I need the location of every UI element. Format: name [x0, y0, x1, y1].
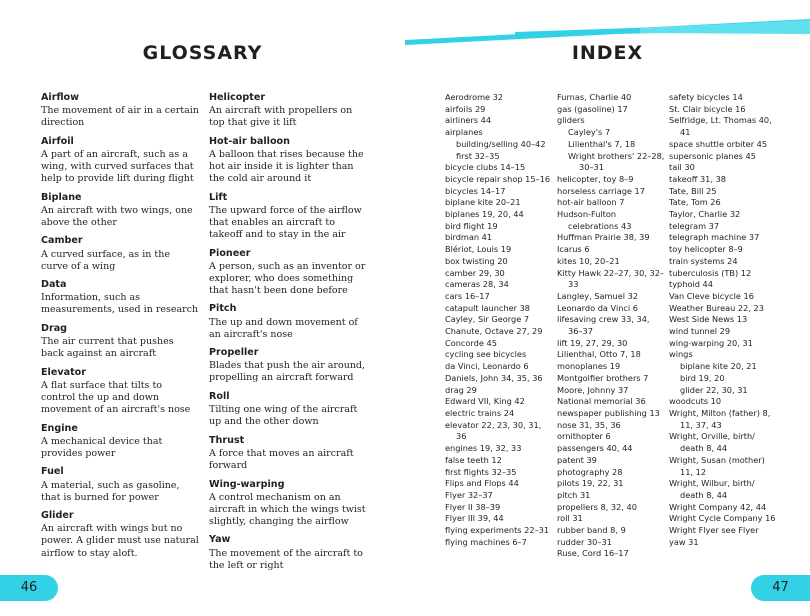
index-entry: pilots 19, 22, 31: [557, 478, 624, 489]
index-entry: photography 28: [557, 466, 623, 477]
glossary-term: Helicopter: [209, 92, 266, 103]
index-entry: Selfridge, Lt. Thomas 40, 41: [669, 115, 772, 138]
index-column-1: [445, 92, 553, 548]
index-entry: lift 19, 27, 29, 30: [557, 337, 628, 348]
glossary-term: Fuel: [41, 466, 64, 478]
index-subentry: first 32–35: [456, 150, 500, 161]
index-subentry: Lilienthal's 7, 18: [568, 138, 636, 149]
index-entry: birdman 41: [445, 232, 493, 243]
index-entry: West Side News 13: [669, 314, 748, 325]
glossary-entry: [41, 367, 199, 416]
index-subentry: glider 22, 30, 31: [680, 384, 748, 395]
index-entry: wind tunnel 29: [669, 326, 731, 337]
index-entry: da Vinci, Leonardo 6: [445, 361, 529, 372]
index-entry: Leonardo da Vinci 6: [557, 302, 638, 313]
glossary-term: Roll: [209, 390, 230, 402]
index-entry: camber 29, 30: [445, 267, 505, 278]
glossary-definition: The upward force of the airflow that enables an aircraft to takeoff and to stay in the air: [209, 204, 362, 240]
index-entry: Flyer 32–37: [445, 489, 493, 500]
glossary-term: Elevator: [41, 366, 86, 378]
index-entry: Daniels, John 34, 35, 36: [445, 372, 543, 383]
glossary-definition: The up and down movement of an aircraft's nose: [209, 316, 358, 340]
index-entry: bicycle repair shop 15–16: [445, 173, 551, 184]
glossary-entry: [209, 248, 367, 297]
index-entry: yaw 31: [669, 536, 699, 547]
glossary-column-2: [209, 92, 367, 578]
index-entry: patent 39: [557, 454, 597, 465]
index-entry: wings: [669, 349, 693, 360]
glossary-term: Data: [41, 279, 67, 291]
index-entry: airfoils 29: [445, 103, 486, 114]
index-entry: Edward VII, King 42: [445, 396, 525, 407]
index-entry: tail 30: [669, 162, 695, 173]
index-entry: bird flight 19: [445, 220, 498, 231]
index-entry: woodcuts 10: [669, 396, 722, 407]
index-entry: first flights 32–35: [445, 466, 517, 477]
index-entry: airplanes: [445, 127, 483, 138]
glossary-title: GLOSSARY: [142, 42, 263, 64]
glossary-term: Camber: [41, 235, 83, 247]
index-entry: Wright Flyer see Flyer: [669, 525, 759, 536]
index-column-3: [669, 92, 777, 548]
index-entry: gliders: [557, 115, 585, 126]
index-entry: takeoff 31, 38: [669, 173, 727, 184]
index-entry: rubber band 8, 9: [557, 525, 626, 536]
index-entry: Cayley, Sir George 7: [445, 314, 530, 325]
index-entry: bicycle clubs 14–15: [445, 162, 526, 173]
glossary-definition: A control mechanism on an aircraft in which the wings twist slightly, changing the airflow: [209, 491, 366, 527]
glossary-definition: A flat surface that tilts to control the up and down movement of an aircraft's nose: [41, 379, 191, 416]
index-entry: Hudson-Fulton celebrations 43: [557, 209, 632, 231]
index-entry: Wright, Susan (mother) 11, 12: [669, 454, 765, 477]
index-entry: false teeth 12: [445, 454, 502, 465]
glossary-definition: Information, such as measurements, used in research: [41, 292, 199, 316]
index-entry: toy helicopter 8–9: [669, 244, 743, 255]
index-entry: Wright Company 42, 44: [669, 501, 767, 512]
index-entry: propellers 8, 32, 40: [557, 501, 637, 512]
index-entry: cycling see bicycles: [445, 349, 527, 360]
index-entry: tuberculosis (TB) 12: [669, 267, 752, 278]
glossary-term: Yaw: [209, 534, 231, 546]
glossary-definition: An aircraft with propellers on top that give it lift: [209, 105, 353, 129]
glossary-entry: [209, 192, 367, 241]
glossary-term: Drag: [41, 323, 68, 334]
index-entry: kites 10, 20–21: [557, 255, 620, 266]
index-entry: telegraph machine 37: [669, 232, 760, 243]
glossary-definition: The movement of the aircraft to the left or right: [209, 547, 363, 571]
glossary-term: Engine: [41, 422, 78, 434]
index-entry: passengers 40, 44: [557, 443, 633, 454]
glossary-term: Thrust: [209, 434, 245, 446]
glossary-term: Pioneer: [209, 247, 251, 259]
index-entry: roll 31: [557, 513, 583, 524]
index-entry: Montgolfier brothers 7: [557, 372, 649, 383]
glossary-definition: A force that moves an aircraft forward: [209, 447, 354, 471]
glossary-entry: [209, 435, 367, 472]
glossary-entry: [41, 466, 199, 503]
index-entry: typhoid 44: [669, 279, 713, 290]
index-entry: supersonic planes 45: [669, 150, 756, 161]
glossary-definition: A curved surface, as in the curve of a wing: [41, 248, 170, 272]
index-entry: pitch 31: [557, 489, 591, 500]
index-entry: Furnas, Charlie 40: [557, 92, 632, 102]
index-entry: Langley, Samuel 32: [557, 290, 639, 301]
index-entry: gas (gasoline) 17: [557, 103, 628, 114]
index-entry: flying experiments 22–31: [445, 525, 550, 536]
glossary-term: Biplane: [41, 191, 82, 203]
glossary-entry: [41, 235, 199, 272]
index-entry: biplanes 19, 20, 44: [445, 209, 524, 220]
glossary-definition: The movement of air in a certain direction: [41, 105, 199, 129]
glossary-term: Pitch: [209, 303, 237, 315]
index-entry: nose 31, 35, 36: [557, 419, 621, 430]
glossary-entry: [41, 136, 199, 185]
index-entry: cameras 28, 34: [445, 279, 509, 290]
glossary-entry: [41, 423, 199, 460]
glossary-entry: [209, 92, 367, 129]
glossary-definition: Blades that push the air around, propelling an aircraft forward: [209, 360, 366, 384]
glossary-term: Airfoil: [41, 135, 74, 147]
index-entry: Flyer II 38–39: [445, 501, 501, 512]
index-entry: monoplanes 19: [557, 361, 621, 372]
index-entry: Moore, Johnny 37: [557, 384, 629, 395]
index-entry: Wright, Milton (father) 8, 11, 37, 43: [669, 407, 771, 430]
index-entry: engines 19, 32, 33: [445, 443, 522, 454]
index-subentry: biplane kite 20, 21: [680, 361, 757, 372]
index-entry: Tate, Tom 26: [669, 197, 721, 208]
index-entry: rudder 30–31: [557, 536, 612, 547]
glossary-entry: [41, 92, 199, 129]
index-entry: biplane kite 20–21: [445, 197, 521, 208]
index-subentry: Wright brothers' 22–28, 30–31: [568, 150, 665, 173]
glossary-entry: [209, 534, 367, 571]
index-entry: bicycles 14–17: [445, 185, 506, 196]
glossary-entry: [41, 510, 199, 559]
glossary-entry: [41, 192, 199, 229]
index-entry: drag 29: [445, 384, 477, 395]
glossary-term: Glider: [41, 510, 74, 522]
index-entry: Lilienthal, Otto 7, 18: [557, 349, 641, 360]
index-subentry: Cayley's 7: [568, 127, 611, 138]
glossary-definition: A mechanical device that provides power: [41, 435, 163, 459]
index-subentry: bird 19, 20: [680, 372, 725, 383]
index-subentry: building/selling 40–42: [456, 138, 546, 149]
glossary-term: Airflow: [41, 92, 80, 103]
index-entry: ornithopter 6: [557, 431, 611, 442]
index-entry: flying machines 6–7: [445, 536, 527, 547]
index-entry: Wright, Orville, birth/ death 8, 44: [669, 431, 755, 454]
index-entry: horseless carriage 17: [557, 185, 645, 196]
glossary-definition: An aircraft with two wings, one above the other: [41, 204, 193, 228]
right-page: [405, 0, 810, 616]
index-entry: electric trains 24: [445, 407, 515, 418]
index-entry: wing-warping 20, 31: [669, 337, 753, 348]
page-number-left: 46: [0, 575, 58, 601]
glossary-entry: [209, 479, 367, 528]
glossary-definition: A balloon that rises because the hot air inside it is lighter than the cold air around it: [209, 148, 364, 185]
index-entry: box twisting 20: [445, 255, 508, 266]
index-entry: safety bicycles 14: [669, 92, 743, 102]
glossary-term: Wing-warping: [209, 478, 285, 490]
index-entry: telegram 37: [669, 220, 720, 231]
index-entry: Chanute, Octave 27, 29: [445, 326, 543, 337]
index-entry: Aerodrome 32: [445, 92, 504, 102]
glossary-definition: A person, such as an inventor or explorer, who does something that hasn't been done before: [209, 260, 366, 296]
glossary-definition: Tilting one wing of the aircraft up and the other down: [209, 404, 358, 428]
page-number-right: 47: [751, 575, 810, 601]
glossary-entry: [209, 303, 367, 340]
index-column-2: [557, 92, 665, 560]
index-entry: airliners 44: [445, 115, 492, 126]
index-entry: elevator 22, 23, 30, 31, 36: [445, 419, 542, 442]
glossary-entry: [41, 279, 199, 316]
glossary-definition: An aircraft with wings but no power. A glider must use natural airflow to stay aloft.: [41, 523, 199, 559]
index-entry: catapult launcher 38: [445, 302, 531, 313]
glossary-definition: The air current that pushes back against an aircraft: [41, 336, 174, 360]
glossary-term: Lift: [209, 191, 228, 203]
index-entry: Blériot, Louis 19: [445, 244, 512, 255]
glossary-definition: A part of an aircraft, such as a wing, with curved surfaces that help to provide lift during flight: [41, 148, 194, 185]
index-entry: train systems 24: [669, 255, 738, 266]
index-entry: Kitty Hawk 22–27, 30, 32–33: [557, 267, 664, 290]
index-entry: Concorde 45: [445, 337, 497, 348]
glossary-definition: A material, such as gasoline, that is burned for power: [41, 479, 180, 503]
index-entry: lifesaving crew 33, 34, 36–37: [557, 314, 650, 337]
index-entry: hot-air balloon 7: [557, 197, 625, 208]
glossary-entry: [209, 347, 367, 384]
index-entry: Ruse, Cord 16–17: [557, 548, 629, 559]
index-entry: Flyer III 39, 44: [445, 513, 504, 524]
index-entry: Wright Cycle Company 16: [669, 513, 776, 524]
glossary-term: Hot-air balloon: [209, 135, 290, 147]
glossary-entry: [209, 136, 367, 185]
index-title: INDEX: [571, 42, 644, 64]
index-entry: cars 16–17: [445, 290, 490, 301]
index-entry: newspaper publishing 13: [557, 407, 660, 418]
glossary-term: Propeller: [209, 347, 259, 359]
index-entry: Van Cleve bicycle 16: [669, 290, 754, 301]
glossary-column-1: [41, 92, 199, 566]
index-entry: National memorial 36: [557, 396, 646, 407]
index-entry: Tate, Bill 25: [669, 185, 717, 196]
index-entry: space shuttle orbiter 45: [669, 138, 768, 149]
index-entry: Icarus 6: [557, 244, 590, 255]
glossary-entry: [209, 391, 367, 428]
glossary-entry: [41, 323, 199, 360]
index-entry: helicopter, toy 8–9: [557, 173, 634, 184]
index-entry: Taylor, Charlie 32: [669, 209, 741, 220]
index-entry: Wright, Wilbur, birth/ death 8, 44: [669, 478, 755, 500]
index-entry: Weather Bureau 22, 23: [669, 302, 764, 313]
index-entry: Huffman Prairie 38, 39: [557, 232, 650, 243]
index-entry: St. Clair bicycle 16: [669, 103, 746, 114]
index-entry: Flips and Flops 44: [445, 478, 519, 489]
